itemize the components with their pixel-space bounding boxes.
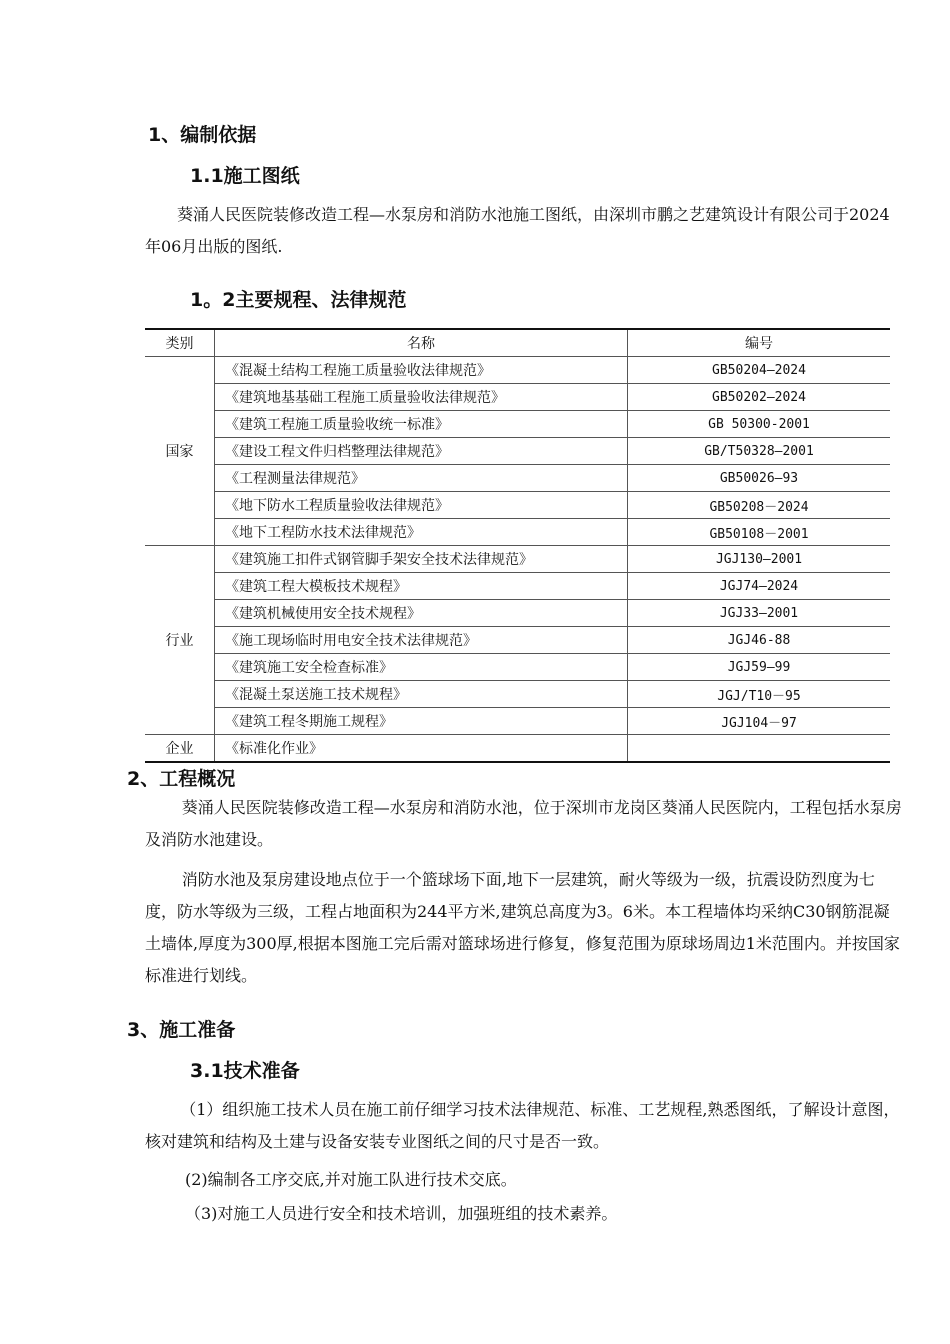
table-row [145, 519, 890, 546]
standard-code-cell: JGJ/T10－95 [628, 681, 891, 708]
standard-code-cell: GB/T50328—2001 [628, 438, 891, 465]
category-cell: 企业 [145, 735, 215, 763]
table-row [145, 573, 890, 600]
standard-name-cell: 《标准化作业》 [215, 735, 628, 763]
table-row [145, 465, 890, 492]
standard-code-cell: JGJ74—2024 [628, 573, 891, 600]
section-3-1-heading: 3.1技术准备 [190, 1060, 300, 1082]
standard-code-cell: GB50204—2024 [628, 357, 891, 384]
table-row [145, 654, 890, 681]
category-cell: 行业 [145, 546, 215, 735]
standard-name-cell: 《施工现场临时用电安全技术法律规范》 [215, 627, 628, 654]
standard-name-cell: 《建筑地基基础工程施工质量验收法律规范》 [215, 384, 628, 411]
standard-code-cell: JGJ33—2001 [628, 600, 891, 627]
table-row [145, 735, 890, 763]
section-3-1-item-1 [145, 1094, 907, 1158]
table-row [145, 681, 890, 708]
paragraph-text: （3)对施工人员进行安全和技术培训，加强班组的技术素养。 [185, 1204, 618, 1223]
table-row [145, 492, 890, 519]
section-2-paragraph-1 [145, 792, 905, 856]
header-code: 编号 [628, 329, 891, 357]
standard-name-cell: 《建筑工程冬期施工规程》 [215, 708, 628, 735]
section-2-heading: 2、工程概况 [127, 768, 236, 790]
standard-name-cell: 《建筑工程施工质量验收统一标准》 [215, 411, 628, 438]
standard-name-cell: 《建筑工程大模板技术规程》 [215, 573, 628, 600]
category-cell: 国家 [145, 357, 215, 546]
table-row [145, 600, 890, 627]
standard-code-cell: GB50026—93 [628, 465, 891, 492]
standard-name-cell: 《混凝土泵送施工技术规程》 [215, 681, 628, 708]
standard-code-cell: JGJ59—99 [628, 654, 891, 681]
table-row [145, 546, 890, 573]
table-row [145, 708, 890, 735]
standard-code-cell: GB50202—2024 [628, 384, 891, 411]
standard-name-cell: 《混凝土结构工程施工质量验收法律规范》 [215, 357, 628, 384]
standard-code-cell: JGJ130—2001 [628, 546, 891, 573]
section-2-paragraph-2 [145, 864, 905, 992]
header-category: 类别 [145, 329, 215, 357]
standard-name-cell: 《地下防水工程质量验收法律规范》 [215, 492, 628, 519]
section-1-1-paragraph [145, 199, 891, 263]
paragraph-text: （1）组织施工技术人员在施工前仔细学习技术法律规范、标准、工艺规程,熟悉图纸，了解设计意图，核对建筑和结构及土建与设备安装专业图纸之间的尺寸是否一致。 [145, 1100, 900, 1151]
standard-code-cell: JGJ104－97 [628, 708, 891, 735]
section-1-2-heading: 1。2主要规程、法律规范 [190, 289, 407, 311]
standard-code-cell: GB50208－2024 [628, 492, 891, 519]
standard-name-cell: 《建设工程文件归档整理法律规范》 [215, 438, 628, 465]
table-row [145, 411, 890, 438]
section-3-1-item-2 [185, 1164, 905, 1196]
standard-code-cell: JGJ46-88 [628, 627, 891, 654]
standard-name-cell: 《建筑机械使用安全技术规程》 [215, 600, 628, 627]
standard-code-cell: GB50108－2001 [628, 519, 891, 546]
table-header-row [145, 329, 890, 357]
section-3-1-item-3 [185, 1198, 905, 1230]
standard-code-cell: GB 50300-2001 [628, 411, 891, 438]
paragraph-text: 葵涌人民医院装修改造工程—水泵房和消防水池，位于深圳市龙岗区葵涌人民医院内，工程包括水泵房及消防水池建设。 [145, 798, 902, 849]
standard-name-cell: 《工程测量法律规范》 [215, 465, 628, 492]
section-3-heading: 3、施工准备 [127, 1019, 236, 1041]
table-row [145, 384, 890, 411]
section-1-heading: 1、编制依据 [148, 124, 257, 146]
table-row [145, 357, 890, 384]
standard-code-cell [628, 735, 891, 763]
paragraph-text: (2)编制各工序交底,并对施工队进行技术交底。 [185, 1170, 517, 1189]
standards-table [145, 328, 890, 763]
header-name: 名称 [215, 329, 628, 357]
section-1-1-heading: 1.1施工图纸 [190, 165, 300, 187]
standards-table-body [145, 357, 890, 763]
table-row [145, 627, 890, 654]
table-row [145, 438, 890, 465]
standard-name-cell: 《建筑施工安全检查标准》 [215, 654, 628, 681]
standard-name-cell: 《地下工程防水技术法律规范》 [215, 519, 628, 546]
standard-name-cell: 《建筑施工扣件式钢管脚手架安全技术法律规范》 [215, 546, 628, 573]
paragraph-text: 葵涌人民医院装修改造工程—水泵房和消防水池施工图纸，由深圳市鹏之艺建筑设计有限公司于2024年06月出版的图纸. [145, 205, 890, 256]
paragraph-text: 消防水池及泵房建设地点位于一个篮球场下面,地下一层建筑，耐火等级为一级，抗震设防烈度为七度，防水等级为三级，工程占地面积为244平方米,建筑总高度为3。6米。本工程墙体均采纳C30钢筋混凝土墙体,厚度为300厚,根据本图施工完后需对篮球场进行修复，修复范围为原球场周边1米范围内。并按国家标准进行划线。 [145, 870, 900, 985]
